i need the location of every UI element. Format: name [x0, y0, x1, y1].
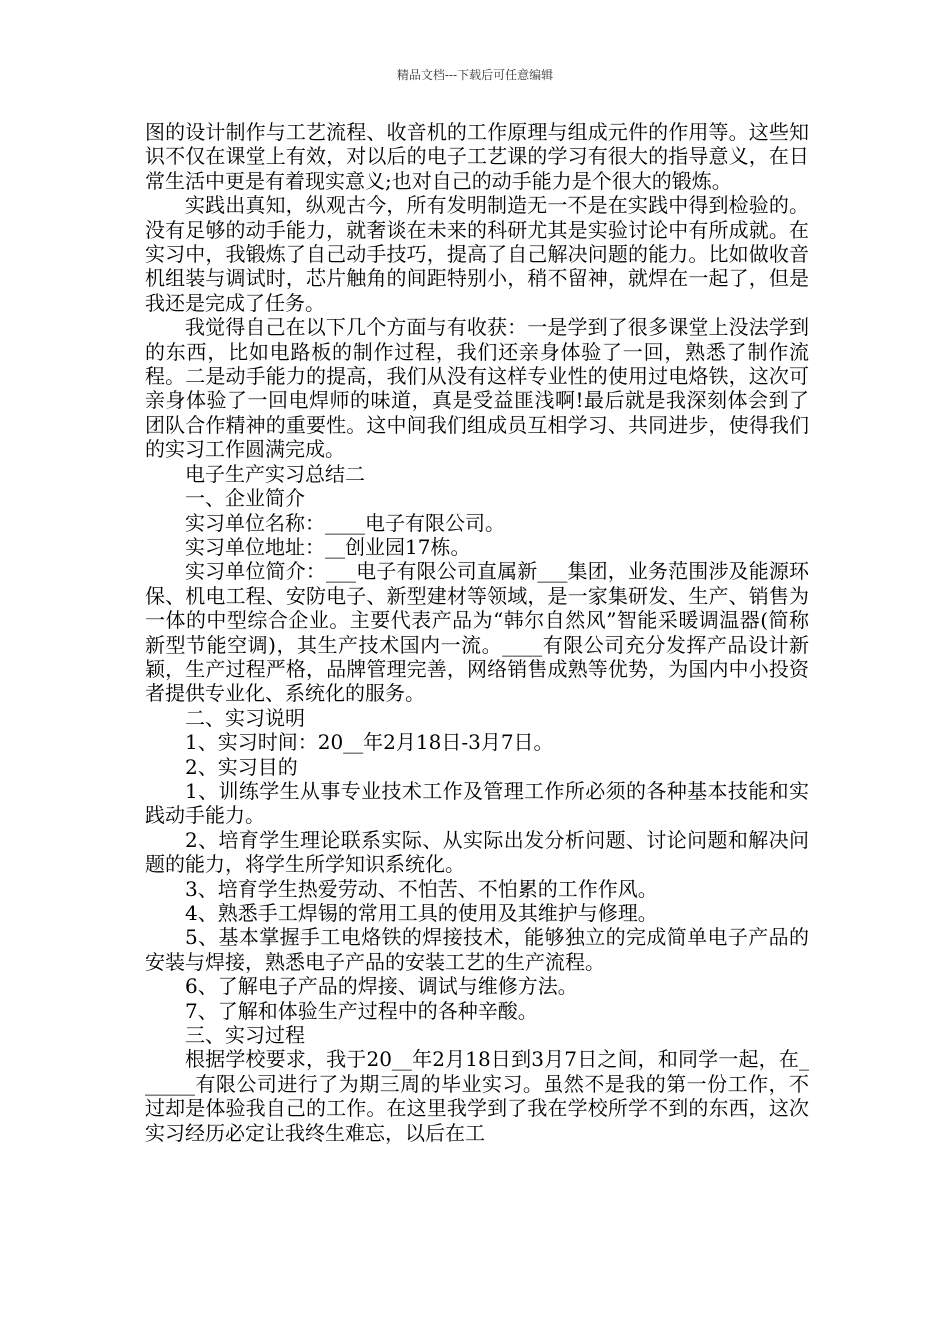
paragraph: 4、熟悉手工焊锡的常用工具的使用及其维护与修理。: [185, 901, 658, 925]
paragraph: 三、实习过程: [185, 1023, 305, 1048]
paragraph: 实习单位简介：___电子有限公司直属新___集团，业务范围涉及能源环保、机电工程、安防电子、新型建材等领域，是一家集研发、生产、销售为一体的中型综合企业。主要代表产品为“韩尔自然风”智能采暖调温器(简称新型节能空调)，其生产技术国内一流。____有限公司充分发挥产品设计新颖，生产过程严格，品牌管理完善，网络销售成熟等优势，为国内中小投资者提供专业化、系统化的服务。: [145, 559, 809, 706]
page-header: 精品文档---下载后可任意编辑: [396, 68, 554, 82]
paragraph: 1、训练学生从事专业技术工作及管理工作所必须的各种基本技能和实践动手能力。: [145, 778, 809, 828]
paragraph: 实践出真知，纵观古今，所有发明制造无一不是在实践中得到检验的。没有足够的动手能力，就奢谈在未来的科研尤其是实验讨论中有所成就。在实习中，我锻炼了自己动手技巧，提高了自己解决问题的能力。比如做收音机组装与调试时，芯片触角的间距特别小，稍不留神，就焊在一起了，但是我还是完成了任务。: [145, 193, 809, 315]
paragraph: 3、培育学生热爱劳动、不怕苦、不怕累的工作作风。: [185, 876, 658, 901]
paragraph: 实习单位名称：____电子有限公司。: [185, 510, 505, 535]
paragraph: 一、企业简介: [185, 486, 305, 511]
paragraph: 2、培育学生理论联系实际、从实际出发分析问题、讨论问题和解决问题的能力，将学生所学知识系统化。: [145, 827, 809, 877]
paragraph: 2、实习目的: [185, 754, 298, 779]
paragraph: 6、了解电子产品的焊接、调试与维修方法。: [185, 974, 578, 999]
paragraph: 二、实习说明: [185, 705, 305, 730]
paragraph: 电子生产实习总结二: [185, 461, 365, 486]
paragraph: 实习单位地址：__创业园17栋。: [185, 534, 471, 559]
paragraph: 1、实习时间：20__年2月18日-3月7日。: [185, 730, 554, 755]
document-body: [145, 120, 809, 1145]
paragraph: 5、基本掌握手工电烙铁的焊接技术，能够独立的完成简单电子产品的安装与焊接，熟悉电子产品的安装工艺的生产流程。: [145, 925, 809, 974]
paragraph: 我觉得自己在以下几个方面与有收获：一是学到了很多课堂上没法学到的东西，比如电路板的制作过程，我们还亲身体验了一回，熟悉了制作流程。二是动手能力的提高，我们从没有这样专业性的使用过电烙铁，这次可亲身体验了一回电焊师的味道，真是受益匪浅啊!最后就是我深刻体会到了团队合作精神的重要性。这中间我们组成员互相学习、共同进步，使得我们的实习工作圆满完成。: [145, 315, 809, 462]
paragraph: 图的设计制作与工艺流程、收音机的工作原理与组成元件的作用等。这些知识不仅在课堂上有效，对以后的电子工艺课的学习有很大的指导意义，在日常生活中更是有着现实意义;也对自己的动手能力是个很大的锻炼。: [145, 120, 809, 193]
paragraph: 根据学校要求，我于20__年2月18日到3月7日之间，和同学一起，在______有限公司进行了为期三周的毕业实习。虽然不是我的第一份工作，不过却是体验我自己的工作。在这里我学到了我在学校所学不到的东西，这次实习经历必定让我终生难忘，以后在工: [145, 1047, 809, 1145]
paragraph: 7、了解和体验生产过程中的各种辛酸。: [185, 998, 538, 1023]
